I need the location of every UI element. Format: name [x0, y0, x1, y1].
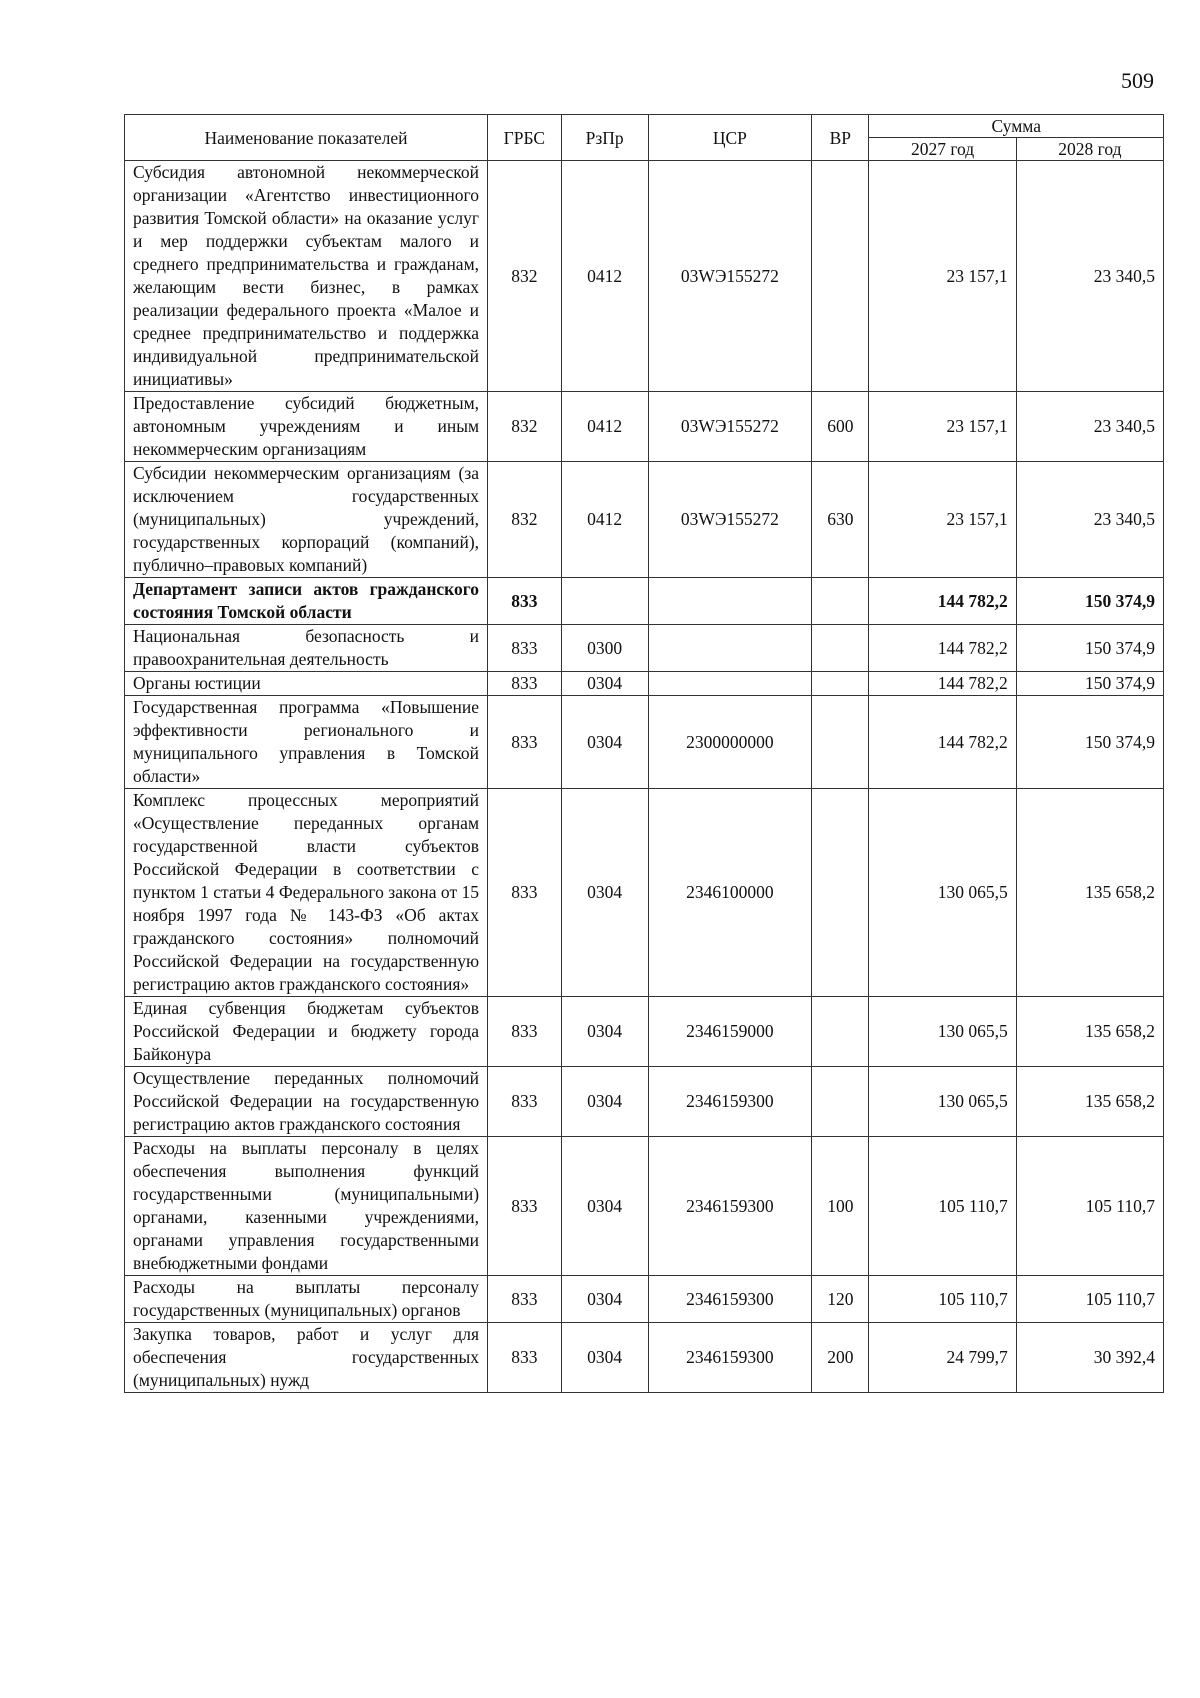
cell-sum-2027: 130 065,5 — [869, 997, 1016, 1067]
cell-name: Предоставление субсидий бюджетным, автономным учреждениям и иным некоммерческим организациям — [125, 392, 488, 462]
cell-rzpr: 0304 — [561, 696, 648, 789]
cell-sum-2027: 23 157,1 — [869, 392, 1016, 462]
cell-sum-2028: 150 374,9 — [1016, 625, 1163, 672]
cell-grbs: 833 — [488, 997, 562, 1067]
cell-name: Осуществление переданных полномочий Российской Федерации на государственную регистрацию актов гражданского состояния — [125, 1067, 488, 1137]
cell-name: Комплекс процессных мероприятий «Осуществление переданных органам государственной власти субъектов Российской Федерации в соответствии с пунктом 1 статьи 4 Федерального закона от 15 ноября 1997 года № 143-ФЗ «Об актах гражданского состояния» полномочий Российской Федерации на государственную регистрацию актов гражданского состояния» — [125, 789, 488, 997]
cell-name: Государственная программа «Повышение эффективности регионального и муниципального управления в Томской области» — [125, 696, 488, 789]
cell-rzpr: 0304 — [561, 1323, 648, 1393]
table-row — [125, 789, 1164, 997]
cell-vr — [812, 625, 869, 672]
header-grbs: ГРБС — [488, 115, 562, 161]
cell-csr: 03WЭ155272 — [648, 462, 812, 578]
table-row — [125, 997, 1164, 1067]
cell-csr: 2346159300 — [648, 1276, 812, 1323]
table-row — [125, 578, 1164, 625]
cell-grbs: 833 — [488, 789, 562, 997]
cell-sum-2028: 150 374,9 — [1016, 578, 1163, 625]
cell-sum-2028: 23 340,5 — [1016, 462, 1163, 578]
cell-name: Органы юстиции — [125, 672, 488, 696]
cell-vr — [812, 578, 869, 625]
cell-vr — [812, 161, 869, 392]
header-csr: ЦСР — [648, 115, 812, 161]
cell-rzpr: 0304 — [561, 789, 648, 997]
header-year-2027: 2027 год — [869, 138, 1016, 161]
cell-csr: 2346159300 — [648, 1067, 812, 1137]
cell-sum-2028: 135 658,2 — [1016, 997, 1163, 1067]
cell-csr — [648, 672, 812, 696]
cell-vr — [812, 997, 869, 1067]
page-number: 509 — [1121, 68, 1154, 93]
cell-sum-2028: 135 658,2 — [1016, 1067, 1163, 1137]
cell-grbs: 833 — [488, 672, 562, 696]
cell-name: Субсидии некоммерческим организациям (за исключением государственных (муниципальных) учреждений, государственных корпораций (компаний), публично–правовых компаний) — [125, 462, 488, 578]
table-row — [125, 1067, 1164, 1137]
table-row — [125, 696, 1164, 789]
cell-vr — [812, 789, 869, 997]
cell-grbs: 832 — [488, 462, 562, 578]
cell-rzpr: 0300 — [561, 625, 648, 672]
cell-name: Единая субвенция бюджетам субъектов Российской Федерации и бюджету города Байконура — [125, 997, 488, 1067]
cell-grbs: 833 — [488, 1276, 562, 1323]
cell-csr: 2346100000 — [648, 789, 812, 997]
cell-sum-2028: 150 374,9 — [1016, 672, 1163, 696]
cell-sum-2028: 105 110,7 — [1016, 1276, 1163, 1323]
cell-csr: 03WЭ155272 — [648, 392, 812, 462]
cell-sum-2027: 144 782,2 — [869, 578, 1016, 625]
table-body — [125, 161, 1164, 1393]
budget-table — [124, 114, 1164, 1393]
table-row — [125, 625, 1164, 672]
cell-rzpr: 0304 — [561, 1137, 648, 1276]
cell-sum-2027: 24 799,7 — [869, 1323, 1016, 1393]
cell-rzpr: 0304 — [561, 672, 648, 696]
cell-name: Расходы на выплаты персоналу государственных (муниципальных) органов — [125, 1276, 488, 1323]
cell-vr — [812, 1067, 869, 1137]
cell-sum-2027: 144 782,2 — [869, 625, 1016, 672]
cell-vr: 100 — [812, 1137, 869, 1276]
cell-name: Закупка товаров, работ и услуг для обеспечения государственных (муниципальных) нужд — [125, 1323, 488, 1393]
table-row — [125, 1323, 1164, 1393]
cell-name: Субсидия автономной некоммерческой организации «Агентство инвестиционного развития Томской области» на оказание услуг и мер поддержки субъектам малого и среднего предпринимательства и гражданам, желающим вести бизнес, в рамках реализации федерального проекта «Малое и среднее предпринимательство и поддержка индивидуальной предпринимательской инициативы» — [125, 161, 488, 392]
cell-csr — [648, 625, 812, 672]
cell-sum-2028: 135 658,2 — [1016, 789, 1163, 997]
cell-sum-2027: 130 065,5 — [869, 789, 1016, 997]
table-row — [125, 1137, 1164, 1276]
header-sum: Сумма — [869, 115, 1164, 138]
cell-sum-2027: 130 065,5 — [869, 1067, 1016, 1137]
cell-rzpr: 0304 — [561, 1276, 648, 1323]
cell-grbs: 833 — [488, 578, 562, 625]
cell-sum-2027: 144 782,2 — [869, 696, 1016, 789]
cell-sum-2027: 105 110,7 — [869, 1276, 1016, 1323]
cell-sum-2028: 105 110,7 — [1016, 1137, 1163, 1276]
cell-grbs: 832 — [488, 161, 562, 392]
cell-sum-2027: 23 157,1 — [869, 462, 1016, 578]
cell-grbs: 832 — [488, 392, 562, 462]
cell-sum-2027: 23 157,1 — [869, 161, 1016, 392]
table-row — [125, 392, 1164, 462]
cell-grbs: 833 — [488, 696, 562, 789]
cell-rzpr: 0412 — [561, 392, 648, 462]
header-year-2028: 2028 год — [1016, 138, 1163, 161]
cell-sum-2027: 105 110,7 — [869, 1137, 1016, 1276]
cell-sum-2028: 23 340,5 — [1016, 392, 1163, 462]
cell-rzpr: 0412 — [561, 161, 648, 392]
table-row — [125, 161, 1164, 392]
table-row — [125, 1276, 1164, 1323]
cell-sum-2028: 30 392,4 — [1016, 1323, 1163, 1393]
cell-vr: 630 — [812, 462, 869, 578]
cell-rzpr — [561, 578, 648, 625]
table-row — [125, 672, 1164, 696]
table-header — [125, 115, 1164, 161]
cell-grbs: 833 — [488, 1137, 562, 1276]
cell-csr: 2346159300 — [648, 1137, 812, 1276]
cell-vr: 200 — [812, 1323, 869, 1393]
cell-csr — [648, 578, 812, 625]
cell-grbs: 833 — [488, 1323, 562, 1393]
cell-csr: 2346159300 — [648, 1323, 812, 1393]
cell-grbs: 833 — [488, 1067, 562, 1137]
cell-vr: 600 — [812, 392, 869, 462]
table-row — [125, 462, 1164, 578]
header-rzpr: РзПр — [561, 115, 648, 161]
cell-name: Департамент записи актов гражданского состояния Томской области — [125, 578, 488, 625]
cell-rzpr: 0304 — [561, 1067, 648, 1137]
cell-vr — [812, 696, 869, 789]
cell-rzpr: 0304 — [561, 997, 648, 1067]
cell-name: Расходы на выплаты персоналу в целях обеспечения выполнения функций государственными (муниципальными) органами, казенными учреждениями, органами управления государственными внебюджетными фондами — [125, 1137, 488, 1276]
cell-sum-2028: 23 340,5 — [1016, 161, 1163, 392]
cell-csr: 2300000000 — [648, 696, 812, 789]
cell-csr: 2346159000 — [648, 997, 812, 1067]
cell-csr: 03WЭ155272 — [648, 161, 812, 392]
cell-vr: 120 — [812, 1276, 869, 1323]
cell-grbs: 833 — [488, 625, 562, 672]
cell-name: Национальная безопасность и правоохранительная деятельность — [125, 625, 488, 672]
header-vr: ВР — [812, 115, 869, 161]
cell-sum-2028: 150 374,9 — [1016, 696, 1163, 789]
header-name: Наименование показателей — [125, 115, 488, 161]
cell-sum-2027: 144 782,2 — [869, 672, 1016, 696]
cell-vr — [812, 672, 869, 696]
cell-rzpr: 0412 — [561, 462, 648, 578]
